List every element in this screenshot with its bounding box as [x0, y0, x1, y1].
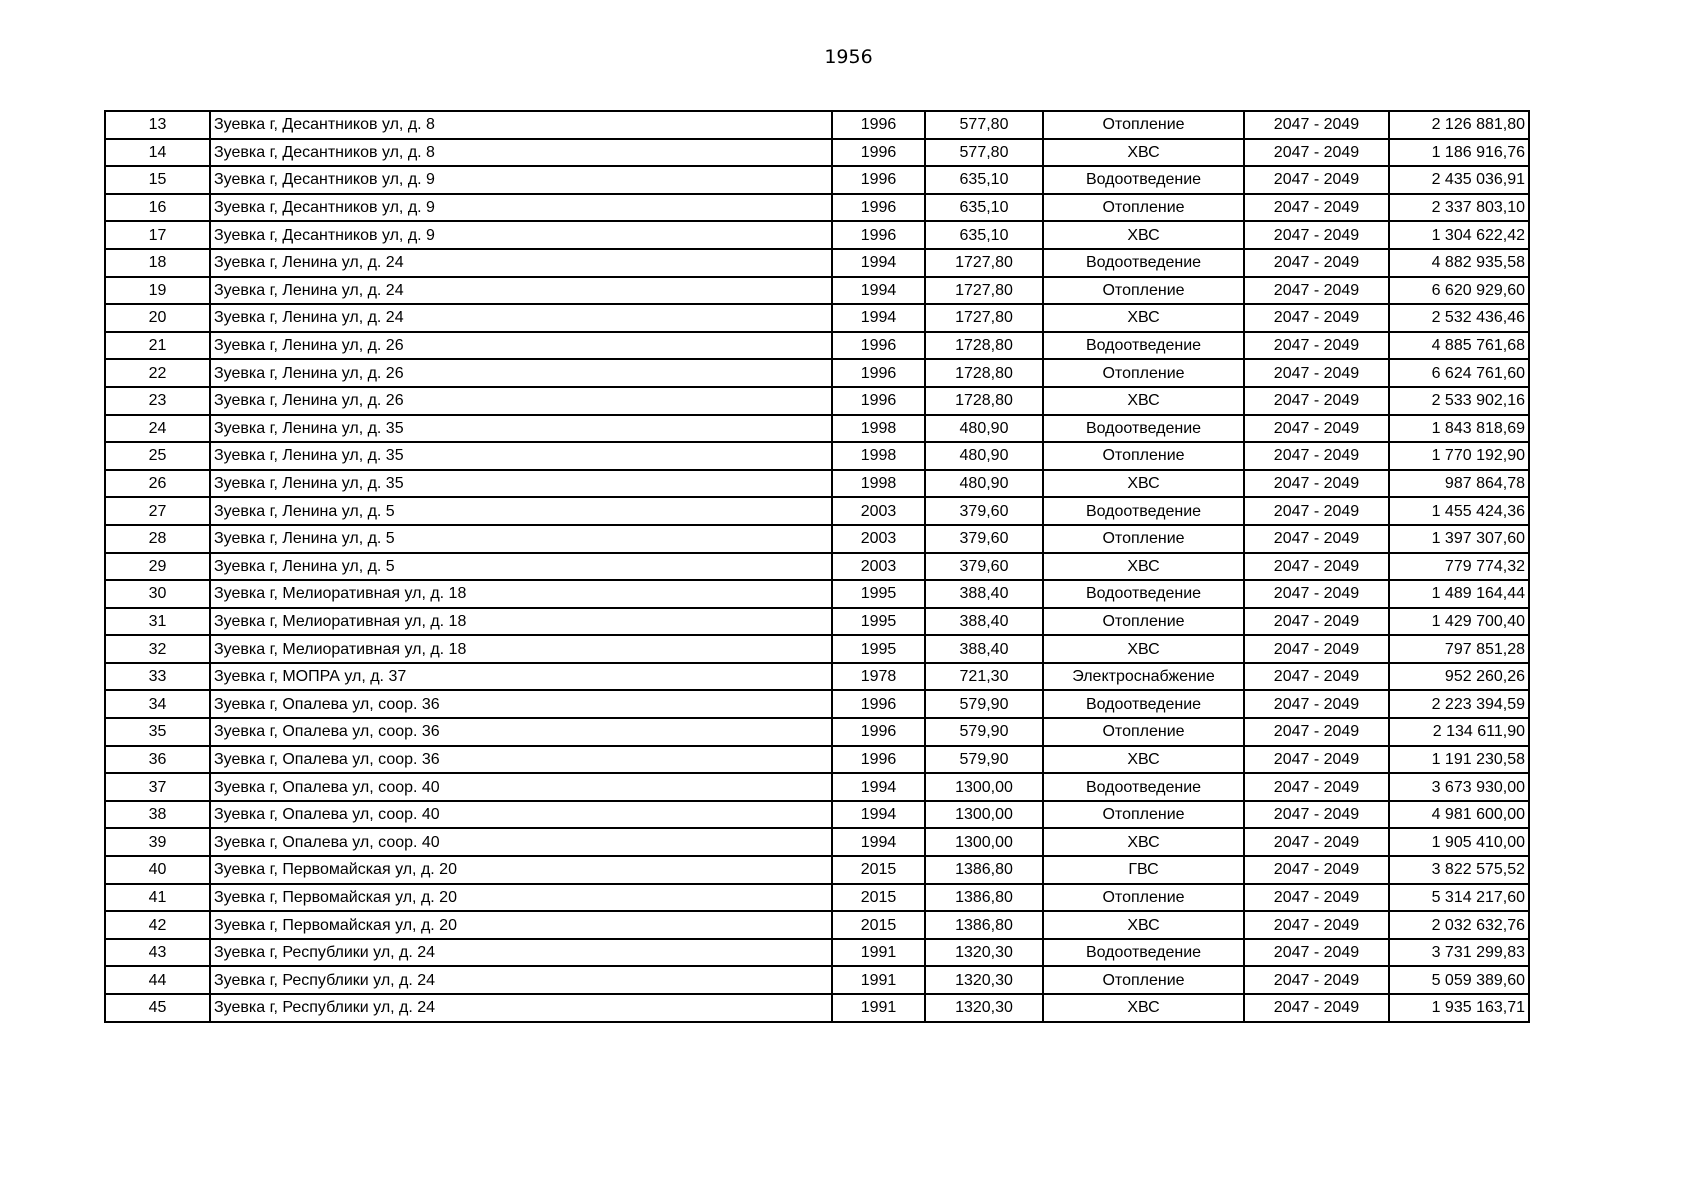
area-cell: 635,10	[925, 194, 1043, 222]
table-row	[105, 221, 1529, 249]
cost-cell: 1 191 230,58	[1389, 746, 1529, 774]
year-cell: 1998	[832, 470, 925, 498]
row-number-cell: 18	[105, 249, 210, 277]
row-number-cell: 13	[105, 111, 210, 139]
area-cell: 1728,80	[925, 359, 1043, 387]
address-cell: Зуевка г, Опалева ул, соор. 36	[210, 718, 832, 746]
row-number-cell: 25	[105, 442, 210, 470]
row-number-cell: 19	[105, 277, 210, 305]
table-row	[105, 690, 1529, 718]
area-cell: 480,90	[925, 470, 1043, 498]
cost-cell: 1 905 410,00	[1389, 828, 1529, 856]
cost-cell: 1 455 424,36	[1389, 497, 1529, 525]
year-cell: 1994	[832, 828, 925, 856]
cost-cell: 2 533 902,16	[1389, 387, 1529, 415]
period-cell: 2047 - 2049	[1244, 249, 1389, 277]
address-cell: Зуевка г, Первомайская ул, д. 20	[210, 911, 832, 939]
row-number-cell: 33	[105, 663, 210, 691]
table-row	[105, 884, 1529, 912]
area-cell: 1320,30	[925, 966, 1043, 994]
cost-cell: 2 435 036,91	[1389, 166, 1529, 194]
service-cell: Отопление	[1043, 801, 1244, 829]
address-cell: Зуевка г, Опалева ул, соор. 40	[210, 773, 832, 801]
period-cell: 2047 - 2049	[1244, 856, 1389, 884]
service-cell: ХВС	[1043, 139, 1244, 167]
table-row	[105, 304, 1529, 332]
cost-cell: 1 489 164,44	[1389, 580, 1529, 608]
cost-cell: 6 624 761,60	[1389, 359, 1529, 387]
address-cell: Зуевка г, Десантников ул, д. 9	[210, 194, 832, 222]
cost-cell: 4 885 761,68	[1389, 332, 1529, 360]
year-cell: 1996	[832, 359, 925, 387]
year-cell: 1995	[832, 608, 925, 636]
service-cell: ХВС	[1043, 553, 1244, 581]
period-cell: 2047 - 2049	[1244, 553, 1389, 581]
table-row	[105, 525, 1529, 553]
table-row	[105, 332, 1529, 360]
year-cell: 1998	[832, 415, 925, 443]
service-cell: Водоотведение	[1043, 166, 1244, 194]
address-cell: Зуевка г, Республики ул, д. 24	[210, 994, 832, 1022]
row-number-cell: 34	[105, 690, 210, 718]
cost-cell: 2 337 803,10	[1389, 194, 1529, 222]
area-cell: 577,80	[925, 111, 1043, 139]
address-cell: Зуевка г, Ленина ул, д. 5	[210, 553, 832, 581]
address-cell: Зуевка г, Десантников ул, д. 8	[210, 111, 832, 139]
service-cell: Отопление	[1043, 718, 1244, 746]
period-cell: 2047 - 2049	[1244, 911, 1389, 939]
row-number-cell: 32	[105, 635, 210, 663]
row-number-cell: 43	[105, 939, 210, 967]
period-cell: 2047 - 2049	[1244, 525, 1389, 553]
service-cell: ХВС	[1043, 221, 1244, 249]
year-cell: 1996	[832, 746, 925, 774]
table-row	[105, 194, 1529, 222]
cost-cell: 3 673 930,00	[1389, 773, 1529, 801]
address-cell: Зуевка г, Ленина ул, д. 24	[210, 304, 832, 332]
year-cell: 1978	[832, 663, 925, 691]
address-cell: Зуевка г, Ленина ул, д. 24	[210, 277, 832, 305]
cost-cell: 4 882 935,58	[1389, 249, 1529, 277]
area-cell: 379,60	[925, 553, 1043, 581]
address-cell: Зуевка г, Ленина ул, д. 5	[210, 525, 832, 553]
area-cell: 1727,80	[925, 304, 1043, 332]
row-number-cell: 20	[105, 304, 210, 332]
table-row	[105, 939, 1529, 967]
service-cell: Отопление	[1043, 442, 1244, 470]
table-row	[105, 277, 1529, 305]
service-cell: Отопление	[1043, 111, 1244, 139]
address-cell: Зуевка г, Первомайская ул, д. 20	[210, 856, 832, 884]
cost-cell: 2 126 881,80	[1389, 111, 1529, 139]
period-cell: 2047 - 2049	[1244, 690, 1389, 718]
cost-cell: 1 770 192,90	[1389, 442, 1529, 470]
registry-table	[104, 110, 1530, 1023]
cost-cell: 3 731 299,83	[1389, 939, 1529, 967]
period-cell: 2047 - 2049	[1244, 139, 1389, 167]
table-row	[105, 442, 1529, 470]
address-cell: Зуевка г, Ленина ул, д. 5	[210, 497, 832, 525]
address-cell: Зуевка г, Ленина ул, д. 26	[210, 387, 832, 415]
cost-cell: 797 851,28	[1389, 635, 1529, 663]
service-cell: Водоотведение	[1043, 249, 1244, 277]
table-row	[105, 415, 1529, 443]
year-cell: 2015	[832, 856, 925, 884]
service-cell: ХВС	[1043, 387, 1244, 415]
service-cell: Водоотведение	[1043, 773, 1244, 801]
row-number-cell: 17	[105, 221, 210, 249]
year-cell: 2015	[832, 884, 925, 912]
address-cell: Зуевка г, Опалева ул, соор. 36	[210, 690, 832, 718]
area-cell: 1728,80	[925, 332, 1043, 360]
address-cell: Зуевка г, Опалева ул, соор. 36	[210, 746, 832, 774]
period-cell: 2047 - 2049	[1244, 580, 1389, 608]
row-number-cell: 23	[105, 387, 210, 415]
year-cell: 1996	[832, 332, 925, 360]
address-cell: Зуевка г, Ленина ул, д. 35	[210, 415, 832, 443]
cost-cell: 2 223 394,59	[1389, 690, 1529, 718]
table-row	[105, 746, 1529, 774]
area-cell: 635,10	[925, 221, 1043, 249]
address-cell: Зуевка г, Ленина ул, д. 35	[210, 470, 832, 498]
row-number-cell: 14	[105, 139, 210, 167]
period-cell: 2047 - 2049	[1244, 470, 1389, 498]
address-cell: Зуевка г, Десантников ул, д. 9	[210, 166, 832, 194]
year-cell: 1994	[832, 801, 925, 829]
period-cell: 2047 - 2049	[1244, 884, 1389, 912]
period-cell: 2047 - 2049	[1244, 194, 1389, 222]
service-cell: Электроснабжение	[1043, 663, 1244, 691]
period-cell: 2047 - 2049	[1244, 663, 1389, 691]
row-number-cell: 35	[105, 718, 210, 746]
row-number-cell: 28	[105, 525, 210, 553]
service-cell: Отопление	[1043, 966, 1244, 994]
service-cell: Водоотведение	[1043, 580, 1244, 608]
area-cell: 1320,30	[925, 994, 1043, 1022]
year-cell: 1994	[832, 773, 925, 801]
row-number-cell: 30	[105, 580, 210, 608]
period-cell: 2047 - 2049	[1244, 966, 1389, 994]
table-row	[105, 580, 1529, 608]
table-row	[105, 801, 1529, 829]
year-cell: 1998	[832, 442, 925, 470]
cost-cell: 987 864,78	[1389, 470, 1529, 498]
period-cell: 2047 - 2049	[1244, 387, 1389, 415]
area-cell: 388,40	[925, 635, 1043, 663]
area-cell: 1386,80	[925, 856, 1043, 884]
period-cell: 2047 - 2049	[1244, 277, 1389, 305]
address-cell: Зуевка г, Десантников ул, д. 9	[210, 221, 832, 249]
area-cell: 1727,80	[925, 249, 1043, 277]
period-cell: 2047 - 2049	[1244, 801, 1389, 829]
cost-cell: 1 186 916,76	[1389, 139, 1529, 167]
period-cell: 2047 - 2049	[1244, 497, 1389, 525]
area-cell: 635,10	[925, 166, 1043, 194]
address-cell: Зуевка г, Ленина ул, д. 26	[210, 359, 832, 387]
cost-cell: 4 981 600,00	[1389, 801, 1529, 829]
year-cell: 1994	[832, 249, 925, 277]
table-row	[105, 718, 1529, 746]
period-cell: 2047 - 2049	[1244, 939, 1389, 967]
period-cell: 2047 - 2049	[1244, 608, 1389, 636]
cost-cell: 2 032 632,76	[1389, 911, 1529, 939]
table-row	[105, 994, 1529, 1022]
page-number: 1956	[824, 46, 873, 68]
service-cell: ХВС	[1043, 746, 1244, 774]
row-number-cell: 44	[105, 966, 210, 994]
year-cell: 2015	[832, 911, 925, 939]
table-row	[105, 608, 1529, 636]
service-cell: ХВС	[1043, 635, 1244, 663]
row-number-cell: 45	[105, 994, 210, 1022]
area-cell: 388,40	[925, 580, 1043, 608]
year-cell: 1996	[832, 139, 925, 167]
row-number-cell: 22	[105, 359, 210, 387]
service-cell: ХВС	[1043, 911, 1244, 939]
row-number-cell: 16	[105, 194, 210, 222]
cost-cell: 3 822 575,52	[1389, 856, 1529, 884]
service-cell: Водоотведение	[1043, 497, 1244, 525]
table-row	[105, 663, 1529, 691]
address-cell: Зуевка г, Первомайская ул, д. 20	[210, 884, 832, 912]
table-row	[105, 470, 1529, 498]
table-row	[105, 497, 1529, 525]
area-cell: 1300,00	[925, 773, 1043, 801]
service-cell: Отопление	[1043, 277, 1244, 305]
area-cell: 480,90	[925, 415, 1043, 443]
table-row	[105, 773, 1529, 801]
year-cell: 2003	[832, 497, 925, 525]
address-cell: Зуевка г, Опалева ул, соор. 40	[210, 828, 832, 856]
service-cell: Отопление	[1043, 525, 1244, 553]
table-row	[105, 359, 1529, 387]
area-cell: 1386,80	[925, 911, 1043, 939]
period-cell: 2047 - 2049	[1244, 994, 1389, 1022]
year-cell: 1996	[832, 166, 925, 194]
period-cell: 2047 - 2049	[1244, 111, 1389, 139]
period-cell: 2047 - 2049	[1244, 828, 1389, 856]
year-cell: 1996	[832, 111, 925, 139]
year-cell: 1996	[832, 690, 925, 718]
address-cell: Зуевка г, Мелиоративная ул, д. 18	[210, 635, 832, 663]
year-cell: 1996	[832, 194, 925, 222]
address-cell: Зуевка г, Ленина ул, д. 24	[210, 249, 832, 277]
area-cell: 579,90	[925, 746, 1043, 774]
year-cell: 1994	[832, 304, 925, 332]
area-cell: 388,40	[925, 608, 1043, 636]
table-body	[105, 111, 1529, 1022]
area-cell: 1300,00	[925, 828, 1043, 856]
table-row	[105, 966, 1529, 994]
address-cell: Зуевка г, Ленина ул, д. 35	[210, 442, 832, 470]
service-cell: ХВС	[1043, 470, 1244, 498]
area-cell: 379,60	[925, 497, 1043, 525]
cost-cell: 5 059 389,60	[1389, 966, 1529, 994]
cost-cell: 952 260,26	[1389, 663, 1529, 691]
area-cell: 577,80	[925, 139, 1043, 167]
year-cell: 1996	[832, 221, 925, 249]
row-number-cell: 37	[105, 773, 210, 801]
row-number-cell: 26	[105, 470, 210, 498]
address-cell: Зуевка г, Опалева ул, соор. 40	[210, 801, 832, 829]
cost-cell: 779 774,32	[1389, 553, 1529, 581]
year-cell: 1991	[832, 939, 925, 967]
year-cell: 1995	[832, 635, 925, 663]
period-cell: 2047 - 2049	[1244, 415, 1389, 443]
period-cell: 2047 - 2049	[1244, 718, 1389, 746]
cost-cell: 1 843 818,69	[1389, 415, 1529, 443]
address-cell: Зуевка г, Ленина ул, д. 26	[210, 332, 832, 360]
service-cell: ХВС	[1043, 304, 1244, 332]
period-cell: 2047 - 2049	[1244, 221, 1389, 249]
row-number-cell: 21	[105, 332, 210, 360]
cost-cell: 1 429 700,40	[1389, 608, 1529, 636]
area-cell: 1386,80	[925, 884, 1043, 912]
cost-cell: 1 935 163,71	[1389, 994, 1529, 1022]
period-cell: 2047 - 2049	[1244, 166, 1389, 194]
period-cell: 2047 - 2049	[1244, 773, 1389, 801]
address-cell: Зуевка г, Республики ул, д. 24	[210, 939, 832, 967]
area-cell: 721,30	[925, 663, 1043, 691]
table-row	[105, 553, 1529, 581]
period-cell: 2047 - 2049	[1244, 332, 1389, 360]
service-cell: Водоотведение	[1043, 332, 1244, 360]
year-cell: 1996	[832, 718, 925, 746]
cost-cell: 2 532 436,46	[1389, 304, 1529, 332]
table-row	[105, 828, 1529, 856]
area-cell: 480,90	[925, 442, 1043, 470]
period-cell: 2047 - 2049	[1244, 746, 1389, 774]
address-cell: Зуевка г, Мелиоративная ул, д. 18	[210, 608, 832, 636]
cost-cell: 2 134 611,90	[1389, 718, 1529, 746]
row-number-cell: 40	[105, 856, 210, 884]
table-row	[105, 635, 1529, 663]
row-number-cell: 36	[105, 746, 210, 774]
area-cell: 579,90	[925, 690, 1043, 718]
table-row	[105, 911, 1529, 939]
service-cell: Отопление	[1043, 359, 1244, 387]
service-cell: ХВС	[1043, 828, 1244, 856]
area-cell: 1320,30	[925, 939, 1043, 967]
area-cell: 1727,80	[925, 277, 1043, 305]
year-cell: 1995	[832, 580, 925, 608]
row-number-cell: 39	[105, 828, 210, 856]
year-cell: 2003	[832, 553, 925, 581]
address-cell: Зуевка г, Десантников ул, д. 8	[210, 139, 832, 167]
year-cell: 1991	[832, 994, 925, 1022]
year-cell: 2003	[832, 525, 925, 553]
table-row	[105, 166, 1529, 194]
area-cell: 1300,00	[925, 801, 1043, 829]
table-row	[105, 139, 1529, 167]
cost-cell: 6 620 929,60	[1389, 277, 1529, 305]
year-cell: 1991	[832, 966, 925, 994]
service-cell: Отопление	[1043, 884, 1244, 912]
period-cell: 2047 - 2049	[1244, 442, 1389, 470]
cost-cell: 5 314 217,60	[1389, 884, 1529, 912]
table-row	[105, 387, 1529, 415]
year-cell: 1994	[832, 277, 925, 305]
service-cell: Отопление	[1043, 194, 1244, 222]
address-cell: Зуевка г, МОПРА ул, д. 37	[210, 663, 832, 691]
row-number-cell: 31	[105, 608, 210, 636]
address-cell: Зуевка г, Республики ул, д. 24	[210, 966, 832, 994]
year-cell: 1996	[832, 387, 925, 415]
row-number-cell: 29	[105, 553, 210, 581]
table-row	[105, 111, 1529, 139]
period-cell: 2047 - 2049	[1244, 635, 1389, 663]
row-number-cell: 24	[105, 415, 210, 443]
cost-cell: 1 304 622,42	[1389, 221, 1529, 249]
area-cell: 579,90	[925, 718, 1043, 746]
area-cell: 1728,80	[925, 387, 1043, 415]
service-cell: ГВС	[1043, 856, 1244, 884]
service-cell: Водоотведение	[1043, 415, 1244, 443]
service-cell: Водоотведение	[1043, 939, 1244, 967]
row-number-cell: 15	[105, 166, 210, 194]
table-row	[105, 249, 1529, 277]
service-cell: Отопление	[1043, 608, 1244, 636]
service-cell: ХВС	[1043, 994, 1244, 1022]
period-cell: 2047 - 2049	[1244, 304, 1389, 332]
cost-cell: 1 397 307,60	[1389, 525, 1529, 553]
row-number-cell: 41	[105, 884, 210, 912]
row-number-cell: 38	[105, 801, 210, 829]
row-number-cell: 27	[105, 497, 210, 525]
service-cell: Водоотведение	[1043, 690, 1244, 718]
row-number-cell: 42	[105, 911, 210, 939]
period-cell: 2047 - 2049	[1244, 359, 1389, 387]
area-cell: 379,60	[925, 525, 1043, 553]
table-row	[105, 856, 1529, 884]
address-cell: Зуевка г, Мелиоративная ул, д. 18	[210, 580, 832, 608]
